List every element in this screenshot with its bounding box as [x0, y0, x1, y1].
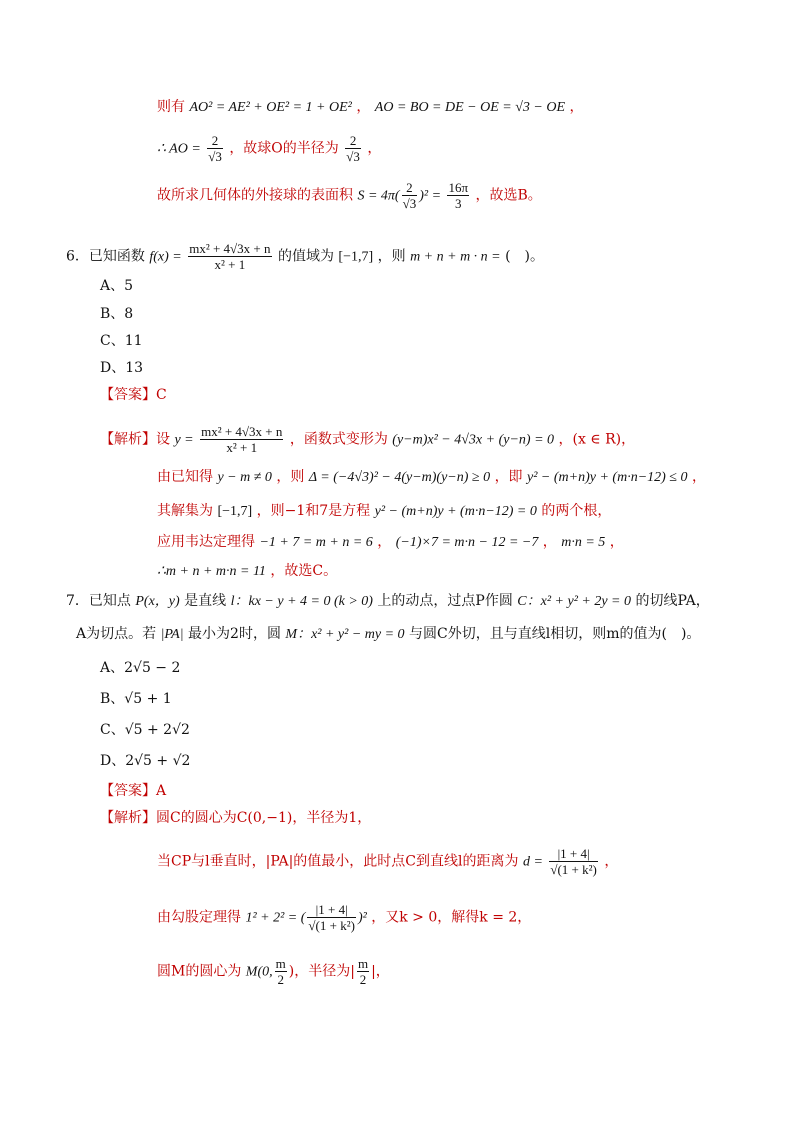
sol5-line1 — [157, 98, 583, 117]
q7-option-d: D、2√5 + √2 — [100, 753, 191, 769]
fraction — [549, 846, 598, 877]
text: 的两个根， — [541, 503, 612, 519]
equation: y − m ≠ 0 — [217, 470, 272, 485]
text: ，函数式变形为 — [289, 431, 388, 448]
equation: (−1)×7 = m·n − 12 = −7 — [395, 535, 539, 550]
fraction — [402, 180, 418, 211]
text: 其解集为 — [157, 503, 213, 519]
q7-option-b: B、√5 + 1 — [100, 691, 172, 707]
text: ，则 — [276, 469, 305, 485]
text: 上的动点，过点P作圆 — [377, 593, 513, 609]
numerator: 2 — [207, 133, 223, 149]
answer-value: A — [156, 783, 167, 799]
q6-stem — [66, 241, 544, 272]
equation: d = — [522, 854, 543, 870]
equation: S = 4π( — [357, 188, 400, 204]
equation: l：kx − y + 4 = 0 (k > 0) — [230, 594, 373, 609]
numerator: 2 — [402, 180, 418, 196]
equation: −1 + 7 = m + n = 6 — [259, 535, 373, 550]
numerator: mx² + 4√3x + n — [201, 424, 283, 439]
text: 的切线PA， — [635, 593, 710, 609]
text: ( )。 — [505, 248, 545, 265]
q7-sol-line1 — [100, 809, 371, 827]
text: 由勾股定理得 — [157, 909, 241, 926]
fraction — [200, 424, 283, 455]
q6-sol-line4 — [157, 533, 624, 552]
q6-option-a: A、5 — [100, 278, 134, 294]
text: ，(x ∈ R)， — [558, 431, 636, 448]
sol5-line3 — [157, 180, 542, 211]
denominator: x² + 1 — [226, 440, 258, 455]
q6-answer — [100, 386, 167, 404]
text: 的值域为 — [277, 248, 334, 265]
equation: M：x² + y² − my = 0 — [285, 627, 405, 642]
text: ，故选C。 — [270, 563, 338, 579]
q7-option-c: C、√5 + 2√2 — [100, 722, 190, 738]
q7-stem-line2 — [76, 625, 700, 644]
question-number: 7．已知点 — [66, 593, 131, 609]
numerator: m — [357, 956, 369, 971]
q6-sol-line2 — [157, 468, 706, 487]
q7-sol-line4 — [157, 956, 390, 987]
numerator: m — [275, 956, 286, 971]
answer-value: C — [156, 387, 167, 403]
equation: ∴ AO = — [157, 141, 201, 157]
fraction — [307, 902, 356, 933]
equation: P(x，y) — [135, 594, 180, 609]
q7-stem-line1 — [66, 592, 710, 611]
text: ， — [356, 99, 371, 115]
text: ，即 — [494, 469, 523, 485]
equation: |PA| — [160, 627, 184, 642]
text: ， — [691, 469, 706, 485]
denominator: 2 — [277, 972, 284, 987]
fraction — [275, 956, 287, 987]
equation: y = — [174, 432, 194, 448]
denominator: √(1 + k²) — [308, 918, 355, 933]
text: ， — [377, 534, 392, 550]
text: 则有 — [157, 99, 185, 115]
answer-tag: 【答案】 — [100, 783, 156, 799]
text: ，故选B。 — [475, 187, 542, 204]
text: 设 — [156, 431, 170, 448]
numerator: 16π — [448, 180, 469, 195]
equation: [−1,7] — [338, 249, 374, 265]
equation: (y−m)x² − 4√3x + (y−n) = 0 — [392, 432, 555, 448]
denominator: 3 — [455, 196, 462, 211]
equation: m·n = 5 — [561, 535, 606, 550]
answer-tag: 【答案】 — [100, 387, 156, 403]
denominator: 2 — [359, 972, 367, 987]
sol5-line2 — [157, 133, 381, 164]
text: 与圆C外切，且与直线l相切，则m的值为( )。 — [409, 626, 701, 642]
q7-sol-line2 — [157, 846, 618, 877]
equation: C：x² + y² + 2y = 0 — [517, 594, 631, 609]
text: ， — [569, 99, 584, 115]
equation: 1² + 2² = ( — [245, 910, 306, 926]
numerator: 2 — [345, 133, 361, 149]
denominator: √3 — [402, 196, 417, 211]
equation: m + n + m · n = — [410, 249, 501, 265]
equation: )² = — [419, 188, 442, 204]
denominator: √(1 + k²) — [550, 862, 597, 877]
numerator: |1 + 4| — [307, 902, 356, 918]
denominator: x² + 1 — [214, 257, 246, 272]
text: ，故球O的半径为 — [229, 140, 339, 157]
text: 由已知得 — [157, 469, 213, 485]
equation: [−1,7] — [217, 504, 253, 519]
text: 圆C的圆心为C(0,−1)，半径为1， — [156, 810, 372, 826]
equation: Δ = (−4√3)² − 4(y−m)(y−n) ≥ 0 — [308, 470, 491, 485]
numerator: |1 + 4| — [549, 846, 598, 862]
text: ， — [542, 534, 557, 550]
q7-answer — [100, 782, 166, 800]
denominator: √3 — [208, 149, 222, 164]
numerator: mx² + 4√3x + n — [189, 241, 271, 256]
fraction — [207, 133, 223, 164]
equation: M(0, — [245, 964, 273, 980]
equation: AO = BO = DE − OE = √3 − OE — [374, 100, 566, 115]
equation: y² − (m+n)y + (m·n−12) ≤ 0 — [527, 470, 688, 485]
text: 是直线 — [184, 593, 227, 609]
q6-option-d: D、13 — [100, 360, 144, 376]
fraction — [447, 180, 469, 211]
text: ， — [367, 140, 382, 157]
q6-sol-line5 — [157, 562, 337, 581]
equation: f(x) = — [149, 249, 182, 265]
solution-tag: 【解析】 — [100, 810, 156, 826]
q6-option-b: B、8 — [100, 306, 134, 322]
fraction — [357, 956, 369, 987]
fraction — [188, 241, 271, 272]
equation: AO² = AE² + OE² = 1 + OE² — [189, 100, 352, 115]
text: |， — [371, 963, 390, 980]
text: ，则−1和7是方程 — [256, 503, 371, 519]
equation: ∴m + n + m·n = 11 — [157, 564, 266, 579]
equation: y² − (m+n)y + (m·n−12) = 0 — [374, 504, 537, 519]
q7-sol-line3 — [157, 902, 531, 933]
q6-option-c: C、11 — [100, 333, 143, 349]
text: ， — [609, 534, 624, 550]
q7-option-a: A、2√5 − 2 — [100, 660, 181, 676]
fraction — [345, 133, 361, 164]
solution-tag: 【解析】 — [100, 431, 156, 448]
text: 故所求几何体的外接球的表面积 — [157, 187, 353, 204]
text: ，又k > 0，解得k = 2， — [371, 909, 532, 926]
text: A为切点。若 — [76, 626, 157, 642]
text: 应用韦达定理得 — [157, 534, 255, 550]
text: 圆M的圆心为 — [157, 963, 242, 980]
text: )，半径为| — [288, 963, 355, 980]
text: ，则 — [377, 248, 406, 265]
question-number: 6．已知函数 — [66, 248, 145, 265]
denominator: √3 — [346, 149, 360, 164]
equation: )² — [357, 910, 367, 926]
q6-sol-line1 — [100, 424, 635, 455]
text: 当CP与l垂直时，|PA|的值最小，此时点C到直线l的距离为 — [157, 853, 519, 870]
text: 最小为2时，圆 — [188, 626, 281, 642]
text: ， — [604, 853, 619, 870]
q6-sol-line3 — [157, 502, 611, 521]
